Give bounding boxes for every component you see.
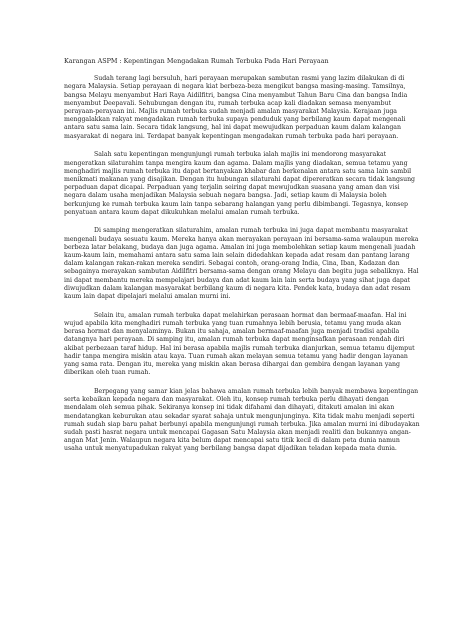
paragraph-conclusion: Berpegang yang samar kian jelas bahawa amalan rumah terbuka lebih banyak membawa kepentingan serta kebaikan kepada negara dan masyarakat. Oleh itu, konsep rumah terbuka perlu dihayati dengan mendalam oleh semua pihak. Sekiranya konsep ini tidak difahami dan dihayati, ditakuti amalan ini akan mendatangkan keburukan atau sekadar syarat sahaja untuk mengunjunginya. Kita tidak mahu menjadi seperti rumah sudah siap baru pahat berbunyi apabila mengunjungi rumah terbuka. Jika amalan murni ini dibudayakan sudah pasti hasrat negara untuk mencapai Gagasan Satu Malaysia akan menjadi realiti dan bukannya angan-angan Mat Jenin. Walaupun negara kita belum dapat mencapai satu titik kecil di dalam peta dunia namun usaha untuk menyatupadukan rakyat yang berbilang bangsa dapat dijadikan teladan kepada mata dunia. <box>64 387 420 453</box>
essay-body <box>64 57 420 464</box>
paragraph-budaya: Di samping mengeratkan silaturahim, amalan rumah terbuka ini juga dapat membantu masyarakat mengenali budaya sesuatu kaum. Mereka hanya akan merayakan perayaan ini bersama-sama walaupun mereka berbeza latar belakang, budaya dan juga agama. Amalan ini juga membolehkan setiap kaum mengenali juadah kaum-kaum lain, memahami antara satu sama lain selain didedahkan kepada adat resam dan pantang larang dalam kalangan rakan-rakan mereka sendiri. Sebagai contoh, orang-orang India, Cina, Iban, Kadazan dan sebagainya merayakan sambutan Aidilfitri bersama-sama dengan orang Melayu dan begitu juga sebaliknya. Hal ini dapat membantu mereka mempelajari budaya dan adat kaum lain lain serta budaya yang sihat juga dapat diwujudkan dalam kalangan masyarakat berbilang kaum di negara kita. Pendek kata, budaya dan adat resam kaum lain dapat dipelajari melalui amalan murni ini. <box>64 227 419 301</box>
paragraph-silaturahim: Salah satu kepentingan mengunjungi rumah terbuka ialah majlis ini mendorong masyarakat mengeratkan silaturahim tanpa mengira kaum dan agama. Dalam majlis yang diadakan, semua tetamu yang menghadiri majlis rumah terbuka itu dapat bertanyakan khabar dan berkenalan antara satu sama lain sambil menikmati makanan yang disajikan. Dengan itu hubungan silaturahi dapat dipereratkan secara tidak langsung perpaduan dapat dicapai. Perpaduan yang terjalin seiring dapat mewujudkan suasana yang aman dan visi negara dalam usaha menjadikan Malaysia sebuah negara bangsa. Jadi, setiap kaum di Malaysia boleh berkunjung ke rumah terbuka kaum lain tanpa sebarang halangan yang perlu dibimbangi. Tegasnya, konsep penyatuan antara kaum dapat dikukuhkan melalui amalan rumah terbuka. <box>64 151 416 216</box>
paragraph-hormat: Selain itu, amalan rumah terbuka dapat melahirkan perasaan hormat dan bermaaf-maafan. Hal ini wujud apabila kita menghadiri rumah terbuka yang tuan rumahnya lebih berusia, tetamu yang muda akan berasa hormat dan menyalaminya. Bukan itu sahaja, amalan bermaaf-maafan juga menjadi tradisi apabila datangnya hari perayaan. Di samping itu, amalan rumah terbuka dapat menginsafkan perasaan rendah diri akibat perbezaan taraf hidup. Hal ini berasa apabila majlis rumah terbuka dianjurkan, semua tetamu dijemput hadir tanpa mengira miskin atau kaya. Tuan rumah akan melayan semua tetamu yang hadir dengan layanan yang sama rata. Dengan itu, mereka yang miskin akan berasa dihargai dan gembira dengan layanan yang diberikan oleh tuan rumah. <box>64 311 415 377</box>
essay-title: Karangan ASPM : Kepentingan Mengadakan Rumah Terbuka Pada Hari Perayaan <box>64 57 329 65</box>
paragraph-introduction: Sudah terang lagi bersuluh, hari perayaan merupakan sambutan rasmi yang lazim dilakukan di di negara Malaysia. Setiap perayaan di negara kiat berbeza-beza mengikut bangsa masing-masing. Tamsilnya, bangsa Melayu menyambut Hari Raya Aidilfitri, bangsa Cina menyambut Tahun Baru Cina dan bangsa India menyambut Deepavali. Sehubungan dengan itu, rumah terbuka acap kali diadakan semasa menyambut perayaan-perayaan ini. Majlis rumah terbuka sudah menjadi amalan masyarakat Malaysia. Kerajaan juga menggalakkan rakyat mengadakan rumah terbuka supaya penduduk yang berbilang kaum dapat mengenali antara satu sama lain. Secara tidak langsung, hal ini dapat mewujudkan perpaduan kaum dalam kalangan masyarakat di negara ini. Terdapat banyak kepentingan mengadakan rumah terbuka pada hari perayaan. <box>64 75 408 140</box>
